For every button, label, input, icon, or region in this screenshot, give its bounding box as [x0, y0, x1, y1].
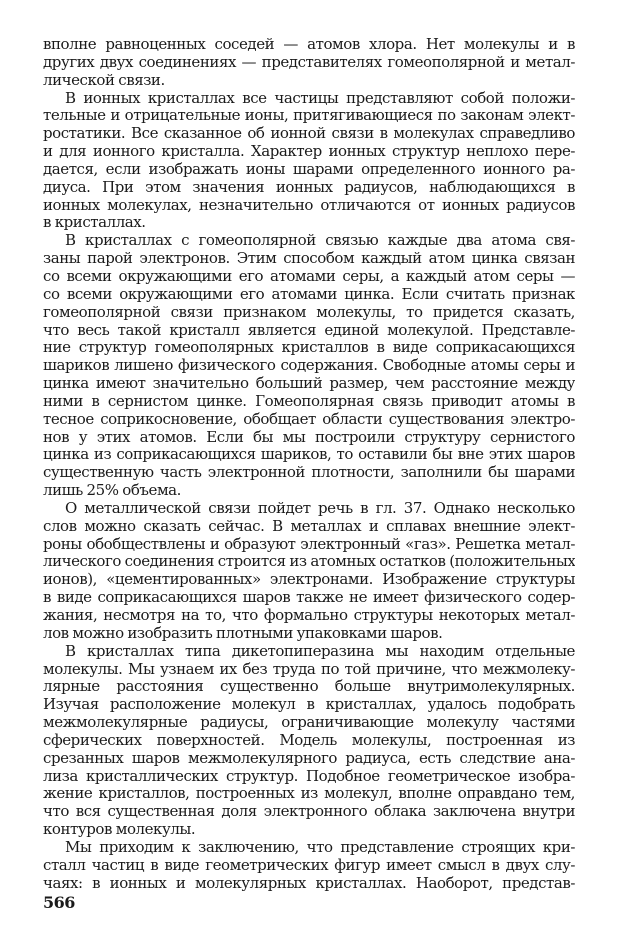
text-line: В кристаллах типа дикетопиперазина мы находим отдельные [65, 642, 575, 660]
text-line: со всеми окружающими его атомами цинка. Если считать признак [43, 285, 575, 303]
text-line: что весь такой кристалл является единой молекулой. Представле- [43, 321, 575, 339]
text-line: и для ионного кристалла. Характер ионных структур неплохо пере- [43, 143, 575, 161]
text-line: что вся существенная доля электронного облака заключена внутри [43, 803, 575, 821]
text-line: срезанных шаров межмолекулярного радиуса, есть следствие ана- [43, 749, 575, 767]
text-line: других двух соединениях — представителях гомеополярной и метал- [43, 53, 575, 71]
text-line: лической связи. [43, 71, 165, 89]
text-line: сферических поверхностей. Модель молекулы, построенная из [43, 731, 575, 749]
text-line: ионов), «цементированных» электронами. Изображение структуры [43, 571, 575, 589]
text-line: в кристаллах. [43, 214, 146, 232]
text-line: лярные расстояния существенно больше внутримолекулярных. [43, 678, 575, 696]
text-line: ионных молекулах, незначительно отличаются от ионных радиусов [43, 196, 575, 214]
text-line: межмолекулярные радиусы, ограничивающие молекулу частями [43, 714, 575, 732]
page-body [43, 36, 575, 893]
text-line: дается, если изображать ионы шарами определенного ионного ра- [43, 160, 575, 178]
page-number: 566 [43, 893, 75, 912]
text-line: шариков лишено физического содержания. Свободные атомы серы и [43, 357, 575, 375]
text-line: тесное соприкосновение, обобщает области существования электро- [43, 410, 575, 428]
text-line: со всеми окружающими его атомами серы, а каждый атом серы — [43, 267, 575, 285]
text-line: в виде соприкасающихся шаров также не имеет физического содер- [43, 589, 575, 607]
text-line: В ионных кристаллах все частицы представляют собой положи- [65, 89, 575, 107]
text-line: чаях: в ионных и молекулярных кристаллах. Наоборот, представ- [43, 874, 575, 892]
text-line: лического соединения строится из атомных остатков (положительных [43, 553, 575, 571]
text-line: лишь 25% объема. [43, 482, 181, 500]
text-line: ние структур гомеополярных кристаллов в виде соприкасающихся [43, 339, 575, 357]
text-line: существенную часть электронной плотности, заполнили бы шарами [43, 464, 575, 482]
text-line: жания, несмотря на то, что формально структуры некоторых метал- [43, 607, 575, 624]
text-line: молекулы. Мы узнаем их без труда по той причине, что межмолеку- [43, 660, 575, 678]
text-line: нов у этих атомов. Если бы мы построили структуру сернистого [43, 428, 575, 446]
text-line: сталл частиц в виде геометрических фигур имеет смысл в двух слу- [43, 856, 575, 874]
text-line: жение кристаллов, построенных из молекул, вполне оправдано тем, [43, 785, 575, 803]
text-line: цинка имеют значительно больший размер, чем расстояние между [43, 375, 575, 393]
text-line: Изучая расположение молекул в кристаллах, удалось подобрать [43, 696, 575, 714]
text-line: вполне равноценных соседей — атомов хлора. Нет молекулы и в [43, 36, 575, 53]
text-line: слов можно сказать сейчас. В металлах и сплавах внешние элект- [43, 517, 575, 535]
text-line: контуров молекулы. [43, 821, 196, 839]
text-line: цинка из соприкасающихся шариков, то оставили бы вне этих шаров [43, 446, 575, 464]
text-line: лиза кристаллических структур. Подобное геометрическое изобра- [43, 767, 575, 785]
text-line: роны обобществлены и образуют электронный «газ». Решетка метал- [43, 535, 575, 553]
text-line: ними в сернистом цинке. Гомеополярная связь приводит атомы в [43, 392, 575, 410]
text-line: В кристаллах с гомеополярной связью каждые два атома свя- [65, 232, 575, 250]
text-line: ростатики. Все сказанное об ионной связи в молекулах справедливо [43, 125, 575, 143]
text-line: гомеополярной связи признаком молекулы, то придется сказать, [43, 303, 575, 321]
text-line: Мы приходим к заключению, что представление строящих кри- [65, 838, 575, 856]
text-line: тельные и отрицательные ионы, притягивающиеся по законам элект- [43, 107, 575, 125]
text-line: лов можно изобразить плотными упаковками шаров. [43, 624, 443, 642]
text-line: заны парой электронов. Этим способом каждый атом цинка связан [43, 250, 575, 268]
text-line: диуса. При этом значения ионных радиусов, наблюдающихся в [43, 178, 575, 196]
text-line: О металлической связи пойдет речь в гл. 37. Однако несколько [65, 499, 575, 517]
